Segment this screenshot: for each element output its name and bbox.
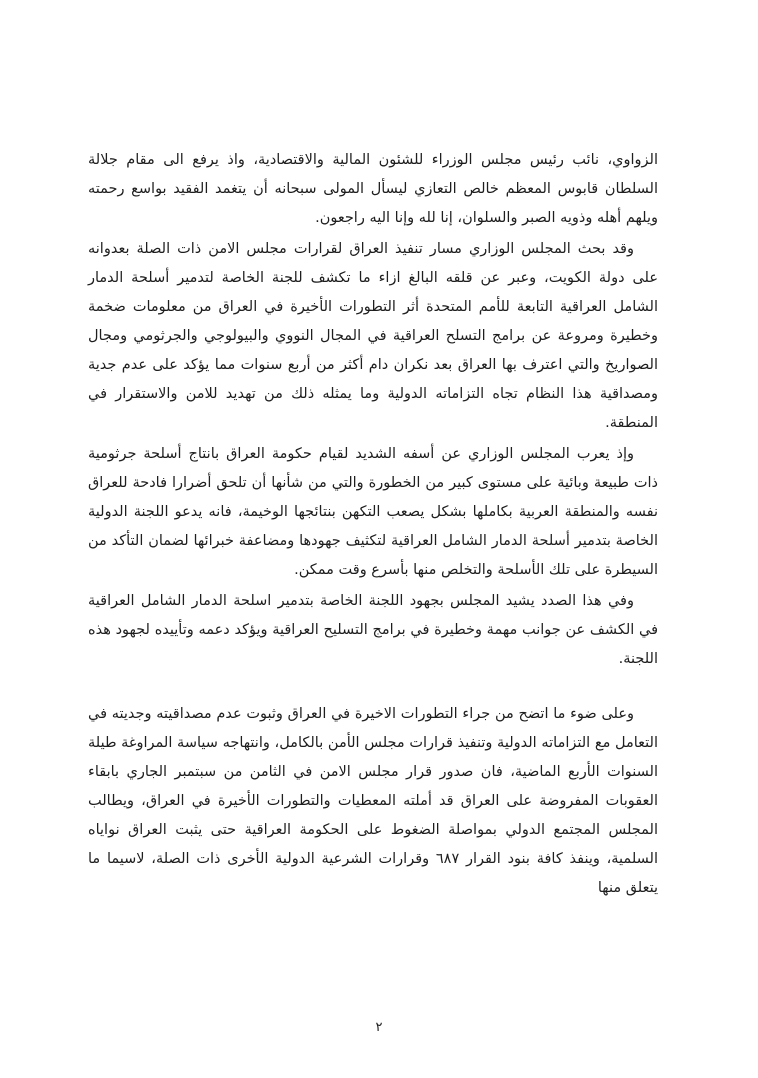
page-number: ٢ <box>375 1020 383 1035</box>
paragraph-council-review: وقد بحث المجلس الوزاري مسار تنفيذ العراق لقرارات مجلس الامن ذات الصلة بعدوانه على دولة الكويت، وعبر عن قلقه البالغ ازاء ما تكشف للجنة الخاصة لتدمير أسلحة الدمار الشامل العراقية التابعة للأمم المتحدة أثر التطورات الأخيرة في العراق من معلومات ضخمة وخطيرة ومروعة عن برامج التسلح العراقية في المجال النووي والبيولوجي والجرثومي ومجال الصواريخ والتي اعترف بها العراق بعد نكران دام أكثر من أربع سنوات مما يؤكد على عدم جدية ومصداقية هذا النظام تجاه التزاماته الدولية وما يمثله ذلك من تهديد للامن والاستقرار في المنطقة. <box>88 241 658 431</box>
paragraph-regret-weapons: وإذ يعرب المجلس الوزاري عن أسفه الشديد لقيام حكومة العراق بانتاج أسلحة جرثومية ذات طبيعة وبائية على مستوى كبير من الخطورة والتي من شأنها أن تلحق أضرارا فادحة للعراق نفسه والمنطقة العربية بكاملها بشكل يصعب التكهن بنتائجها الوخيمة، فانه يدعو اللجنة الدولية الخاصة بتدمير أسلحة الدمار الشامل العراقية لتكثيف جهودها ومضاعفة خبرائها لضمان التأكد من السيطرة على تلك الأسلحة والتخلص منها بأسرع وقت ممكن. <box>88 446 658 578</box>
paragraph-sanctions-resolution: وعلى ضوء ما اتضح من جراء التطورات الاخيرة في العراق وثبوت عدم مصداقيته وجديته في التعامل مع التزاماته الدولية وتنفيذ قرارات مجلس الأمن بالكامل، وانتهاجه سياسة المراوغة طيلة السنوات الأربع الماضية، فان صدور قرار مجلس الامن في الثامن من سبتمبر الجاري بابقاء العقوبات المفروضة على العراق قد أملته المعطيات والتطورات الأخيرة في العراق، ويطالب المجلس المجتمع الدولي بمواصلة الضغوط على الحكومة العراقية حتى يثبت العراق نواياه السلمية، وينفذ كافة بنود القرار ٦٨٧ وقرارات الشرعية الدولية الأخرى ذات الصلة، لاسيما ما يتعلق منها <box>88 706 659 896</box>
paragraph-condolences: الزواوي، نائب رئيس مجلس الوزراء للشئون المالية والاقتصادية، واذ يرفع الى مقام جلالة السلطان قابوس المعظم خالص التعازي ليسأل المولى سبحانه أن يتغمد الفقيد بواسع رحمته ويلهم أهله وذويه الصبر والسلوان، إنا لله وإنا اليه راجعون. <box>88 152 658 226</box>
document-text-block <box>88 146 658 905</box>
paragraph-commend-committee: وفي هذا الصدد يشيد المجلس بجهود اللجنة الخاصة بتدمير اسلحة الدمار الشامل العراقية في الكشف عن جوانب مهمة وخطيرة في برامج التسليح العراقية ويؤكد دعمه وتأييده لجهود هذه اللجنة. <box>88 593 658 667</box>
